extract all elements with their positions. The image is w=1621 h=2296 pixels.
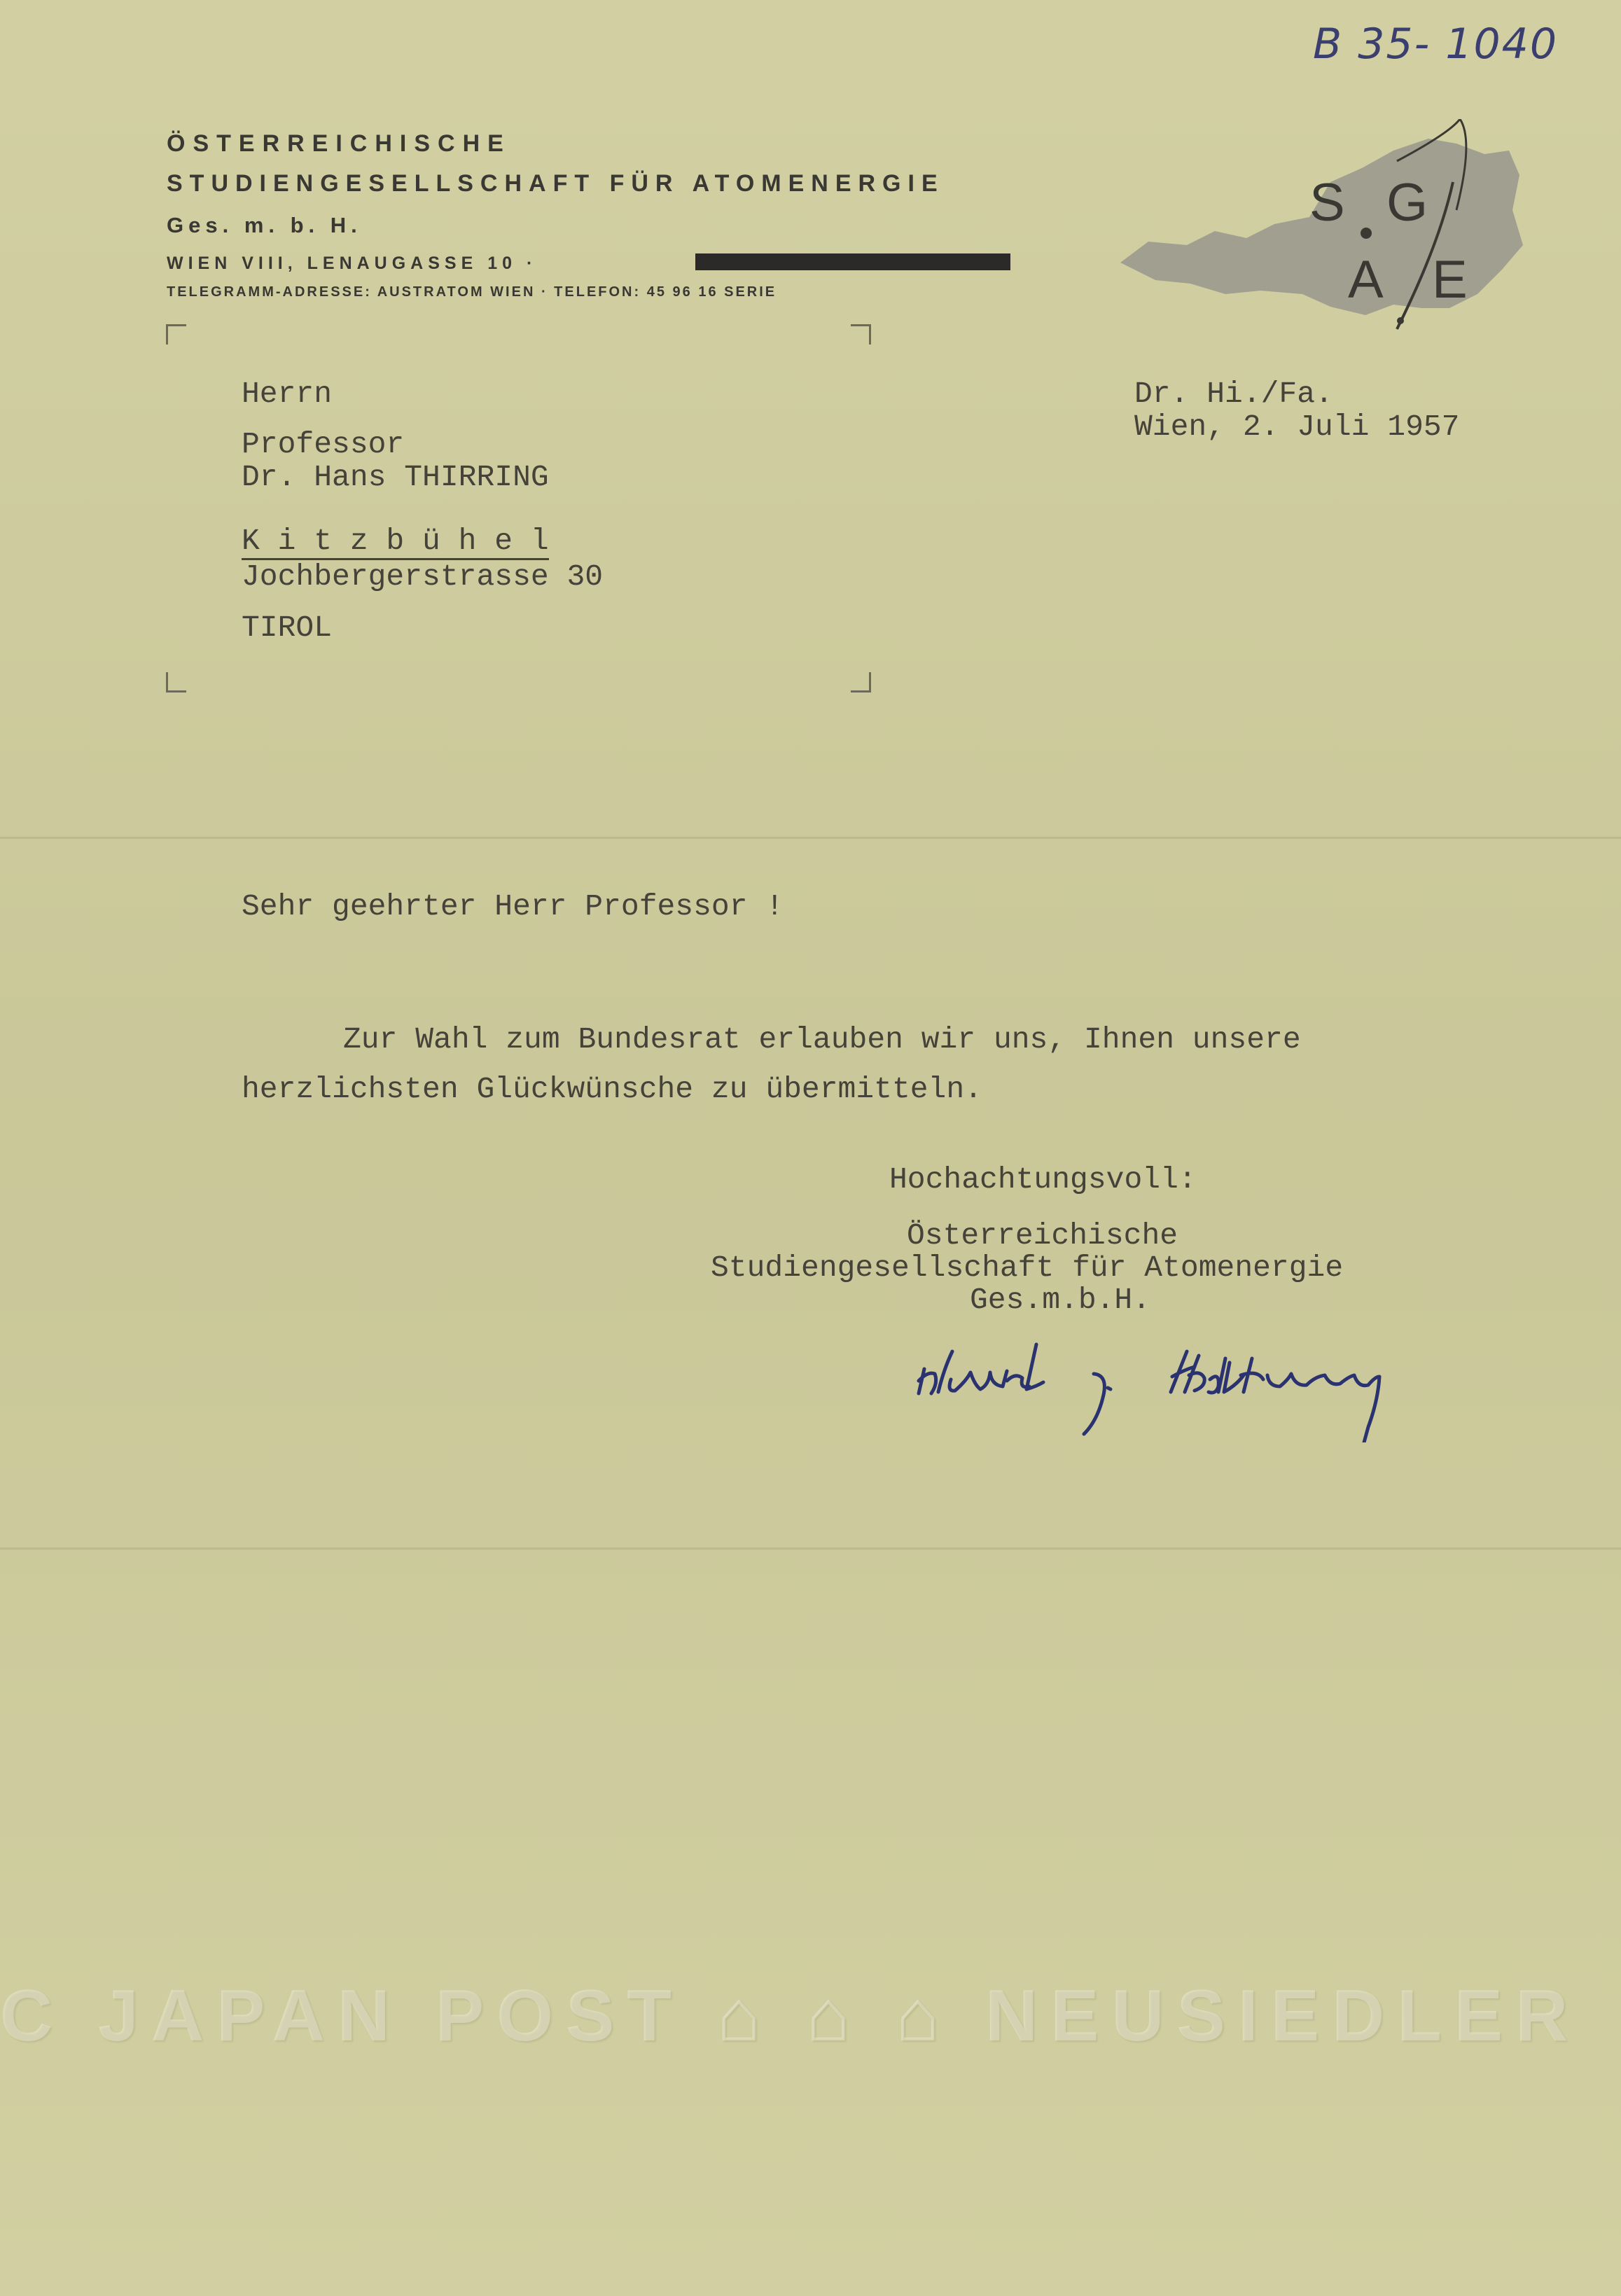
- letterhead-address: WIEN VIII, LENAUGASSE 10 ·: [167, 253, 538, 273]
- recipient-salutation: Herrn: [242, 377, 333, 411]
- svg-text:E: E: [1432, 250, 1468, 309]
- paper-watermark: C JAPAN POST ⌂ ⌂ ⌂ NEUSIEDLER: [0, 1975, 1581, 2057]
- letterhead-line-3: Ges. m. b. H.: [167, 213, 362, 237]
- place-date: Wien, 2. Juli 1957: [1134, 410, 1460, 444]
- address-window-mark: [166, 324, 186, 345]
- handwritten-signature: [910, 1316, 1470, 1442]
- letterhead-line-2: STUDIENGESELLSCHAFT FÜR ATOMENERGIE: [167, 170, 945, 197]
- reference-mark: Dr. Hi./Fa.: [1134, 377, 1333, 411]
- fold-line: [0, 837, 1621, 839]
- svg-text:A: A: [1348, 250, 1384, 309]
- greeting: Sehr geehrter Herr Professor !: [242, 889, 784, 924]
- letterhead-line-1: ÖSTERREICHISCHE: [167, 130, 511, 157]
- address-window-mark: [851, 672, 871, 693]
- closing-org-1: Österreichische: [907, 1218, 1178, 1253]
- svg-text:S: S: [1309, 173, 1345, 232]
- recipient-name: Dr. Hans THIRRING: [242, 460, 549, 494]
- letterhead-contact: TELEGRAMM-ADRESSE: AUSTRATOM WIEN · TELEFON: 45 96 16 SERIE: [167, 284, 777, 300]
- body-line-1: Zur Wahl zum Bundesrat erlauben wir uns, Ihnen unsere: [343, 1022, 1301, 1057]
- recipient-city: K i t z b ü h e l: [242, 524, 549, 560]
- closing-phrase: Hochachtungsvoll:: [889, 1162, 1197, 1197]
- sgae-logo: [1120, 119, 1526, 350]
- archive-number: B 35- 1040: [1313, 20, 1558, 69]
- redaction-bar: [695, 253, 1010, 270]
- address-window-mark: [851, 324, 871, 345]
- address-window-mark: [166, 672, 186, 693]
- recipient-street: Jochbergerstrasse 30: [242, 559, 604, 594]
- fold-line: [0, 1547, 1621, 1550]
- closing-org-3: Ges.m.b.H.: [970, 1283, 1151, 1317]
- closing-org-2: Studiengesellschaft für Atomenergie: [711, 1251, 1344, 1285]
- body-line-2: herzlichsten Glückwünsche zu übermitteln.: [242, 1072, 982, 1106]
- recipient-region: TIROL: [242, 611, 333, 645]
- svg-text:G: G: [1386, 173, 1428, 232]
- recipient-title: Professor: [242, 427, 405, 461]
